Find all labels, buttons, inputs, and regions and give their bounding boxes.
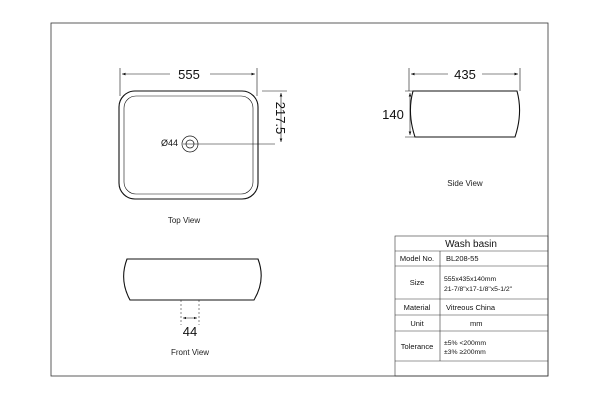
side-view [382,66,520,188]
side-basin-profile [410,91,519,137]
row-value-tolerance-ge: ±3% ≥200mm [444,349,486,356]
side-width-dimension: 435 [454,67,476,82]
row-label-material: Material [403,303,431,312]
front-view [124,259,262,357]
title-block-title: Wash basin [445,239,497,250]
row-label-model: Model No. [399,254,435,263]
hole-diameter-label: Ø44 [161,138,179,148]
top-basin-outer [119,91,258,199]
top-depth-dimension: 217.5 [273,101,288,135]
row-value-material: Vitreous China [446,303,496,312]
top-view-caption: Top View [167,216,201,225]
top-width-dimension: 555 [178,67,200,82]
row-value-tolerance-lt: ±5% <200mm [444,340,487,347]
row-value-size-imperial: 21-7/8"x17-1/8"x5-1/2" [444,286,513,293]
side-height-dimension: 140 [382,107,404,122]
row-label-size: Size [409,278,425,287]
front-basin-profile [124,259,262,300]
row-value-size-metric: 555x435x140mm [444,276,497,283]
row-value-unit: mm [470,319,483,328]
row-value-model: BL208-55 [446,254,479,263]
top-view [119,66,288,225]
side-view-caption: Side View [447,179,483,188]
top-basin-inner [124,96,253,194]
row-label-unit: Unit [410,319,424,328]
front-view-caption: Front View [170,348,210,357]
row-label-tolerance: Tolerance [400,342,434,351]
front-drain-dimension: 44 [182,324,198,339]
